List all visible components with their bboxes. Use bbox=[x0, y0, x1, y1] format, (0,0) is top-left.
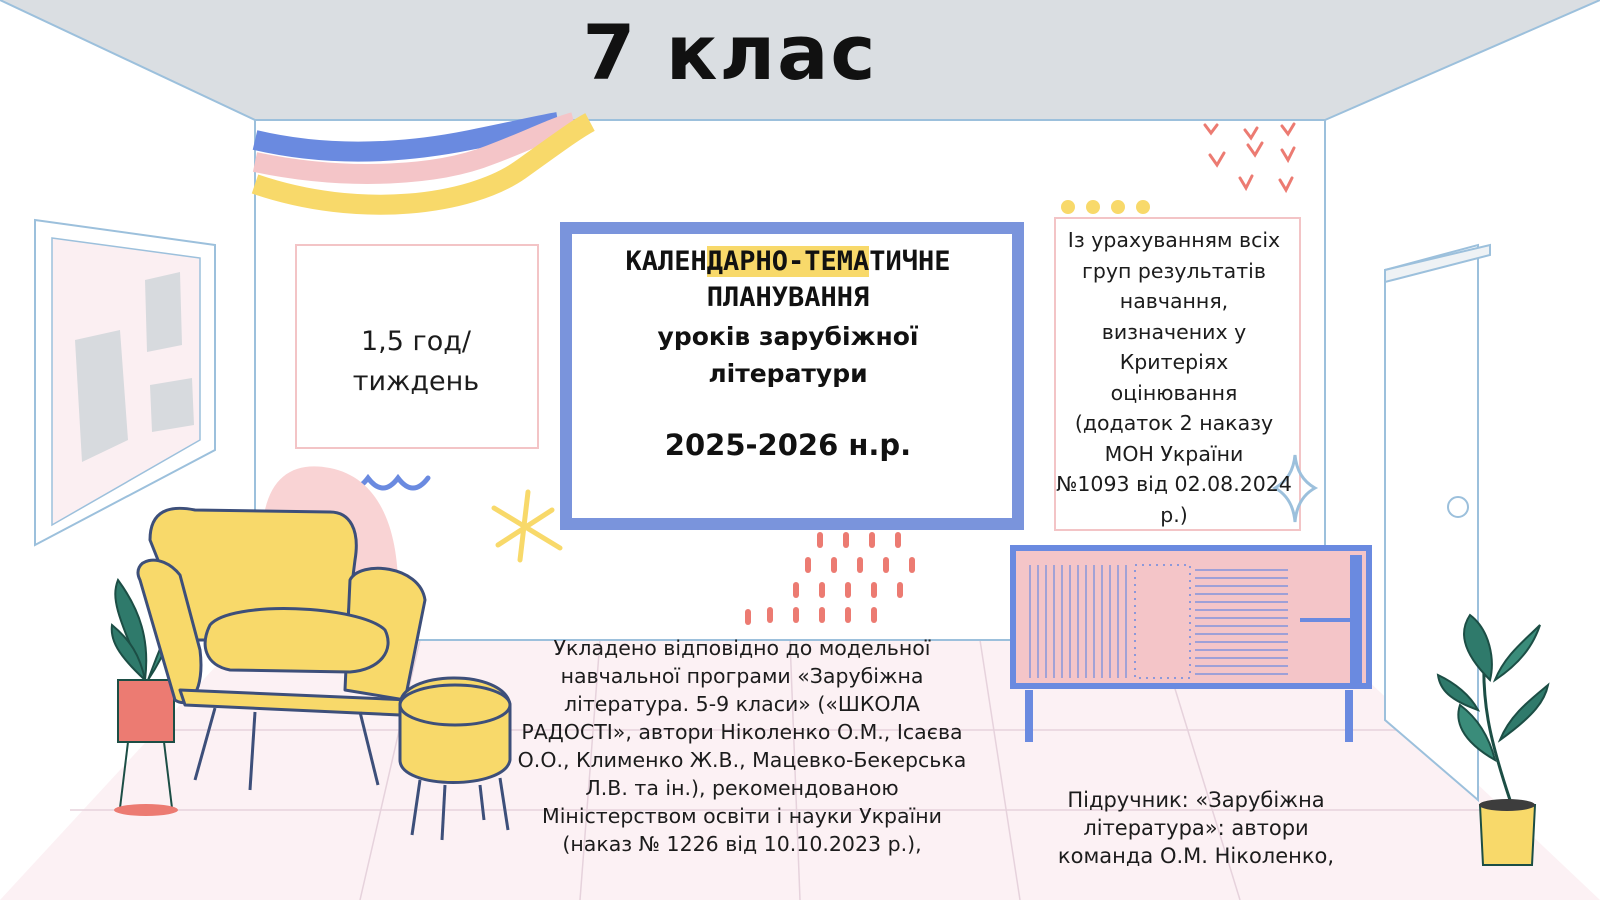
criteria-line: Із урахуванням всіх bbox=[1067, 228, 1281, 252]
textbook-line: команда О.М. Ніколенко, bbox=[1057, 844, 1335, 868]
criteria-line: навчання, bbox=[1119, 289, 1229, 313]
rainbow-icon bbox=[255, 122, 590, 205]
program-line: література. 5-9 класи» («ШКОЛА bbox=[564, 692, 920, 716]
program-line: О.О., Клименко Ж.В., Мацевко-Бекерська bbox=[517, 748, 967, 772]
sparkle-icon bbox=[494, 492, 560, 560]
checks-decoration bbox=[1205, 124, 1294, 190]
pinboard-icon bbox=[35, 220, 215, 545]
hours-note-line: 1,5 год/ bbox=[361, 326, 471, 357]
board-title-highlight: ДАРНО-ТЕМА bbox=[706, 246, 870, 277]
program-line: (наказ № 1226 від 10.10.2023 р.), bbox=[562, 832, 922, 856]
door-icon bbox=[1385, 245, 1490, 800]
board-title-part: КАЛЕН bbox=[625, 246, 707, 277]
program-line: Міністерством освіти і науки України bbox=[542, 804, 942, 828]
page-title: 7 клас bbox=[582, 8, 878, 97]
criteria-line: (додаток 2 наказу bbox=[1074, 411, 1274, 435]
hours-note bbox=[296, 322, 536, 402]
criteria-line: оцінювання bbox=[1110, 380, 1238, 405]
textbook-line: література»: автори bbox=[1083, 816, 1309, 840]
program-line: РАДОСТІ», автори Ніколенко О.М., Ісаєва bbox=[521, 720, 963, 744]
board-title-part: ТИЧНЕ bbox=[869, 246, 951, 277]
textbook-line: Підручник: «Зарубіжна bbox=[1067, 788, 1325, 812]
rain-decoration bbox=[748, 535, 912, 622]
board-subtitle-line: літератури bbox=[708, 359, 868, 388]
criteria-line: груп результатів bbox=[1082, 258, 1266, 283]
criteria-line: МОН України bbox=[1104, 441, 1244, 466]
board-title-line: ПЛАНУВАННЯ bbox=[706, 282, 870, 313]
program-line: Л.В. та ін.), рекомендованою bbox=[585, 776, 899, 800]
criteria-line: визначених у bbox=[1101, 319, 1247, 344]
criteria-line: №1093 від 02.08.2024 bbox=[1056, 472, 1292, 496]
program-line: Укладено відповідно до модельної bbox=[553, 636, 931, 660]
board-subtitle-line: уроків зарубіжної bbox=[657, 322, 919, 351]
school-year: 2025-2026 н.р. bbox=[664, 428, 912, 462]
criteria-line: Критеріях bbox=[1119, 350, 1229, 374]
board-title bbox=[576, 244, 1000, 316]
textbook-note bbox=[1028, 786, 1364, 870]
board-title-line bbox=[576, 244, 1000, 280]
program-note bbox=[478, 634, 1006, 858]
hours-note-line: тиждень bbox=[352, 366, 480, 397]
program-line: навчальної програми «Зарубіжна bbox=[560, 664, 924, 688]
dots-decoration bbox=[1061, 200, 1150, 214]
criteria-note bbox=[1050, 225, 1298, 530]
criteria-line: р.) bbox=[1160, 502, 1188, 527]
board-subtitle bbox=[576, 318, 1000, 392]
